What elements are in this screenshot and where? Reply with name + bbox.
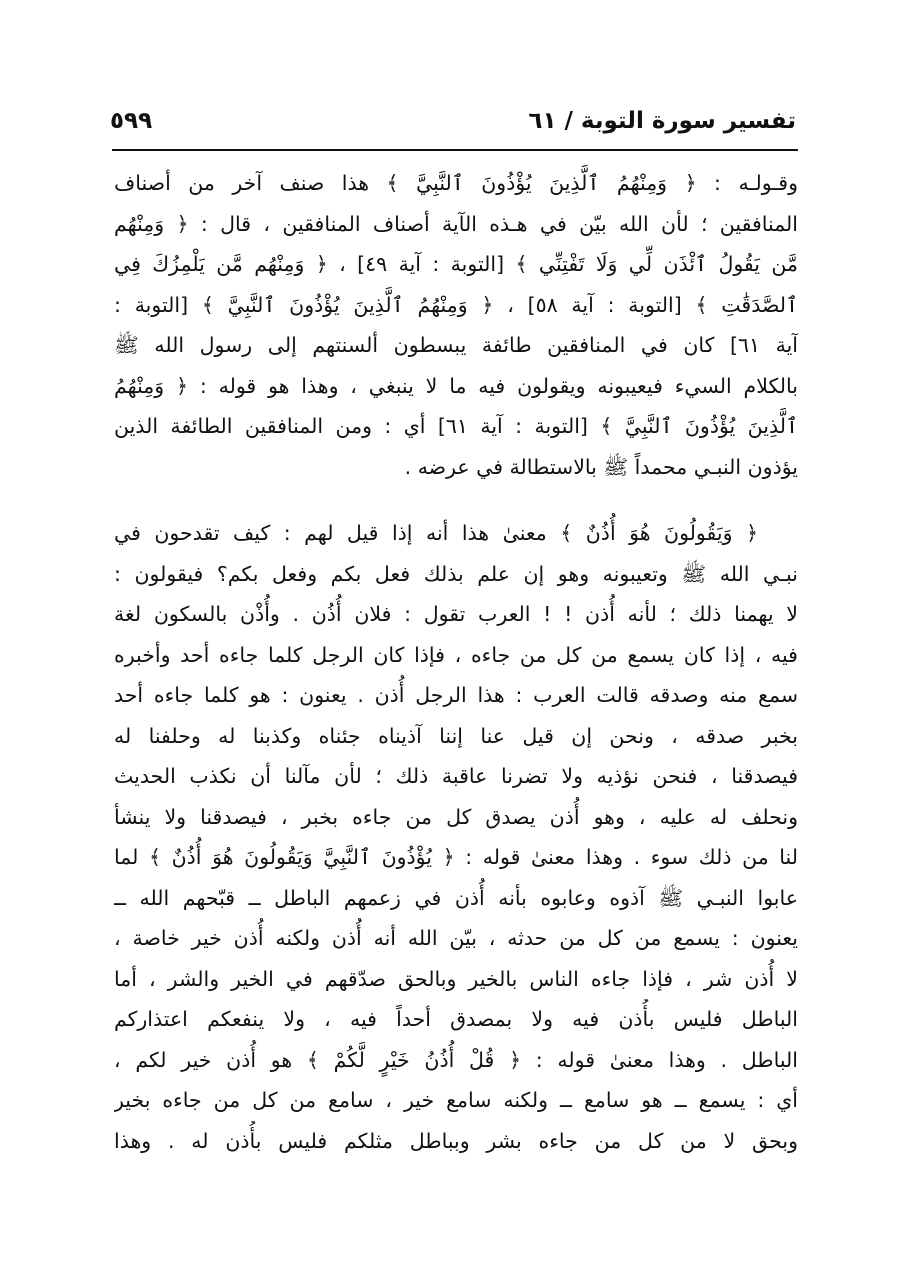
text-line: المنافقين ؛ لأن الله بيّن في هـذه الآية أصناف المنافقين ، قال : ﴿ وَمِنْهُم — [114, 211, 798, 236]
paragraph-2 — [114, 513, 798, 1161]
text-line: عابوا النبـي ﷺ آذوه وعابوه بأنه أُذن في زعمهم الباطل ــ قبّحهم الله ــ — [114, 885, 798, 910]
text-line: لا يهمنا ذلك ؛ لأنه أُذن ! ! العرب تقول : فلان أُذُن . وأُذْن بالسكون لغة — [114, 602, 798, 626]
text-line: نبـي الله ﷺ وتعيبونه وهو إن علم بذلك فعل بكم وفعل بكم؟ فيقولون : — [114, 561, 798, 586]
text-line: لا أُذن شر ، فإذا جاءه الناس بالخير وبالحق صدّقهم في الخير والشر ، أما — [114, 966, 798, 991]
text-line: لنا من ذلك سوء . وهذا معنىٰ قوله : ﴿ يُؤْذُونَ ٱلنَّبِيَّ وَيَقُولُونَ هُوَ أُذُنٌ ﴾ لما — [114, 845, 798, 869]
text-line: ﴿ وَيَقُولُونَ هُوَ أُذُنٌ ﴾ معنىٰ هذا أنه إذا قيل لهم : كيف تقدحون في — [114, 521, 758, 545]
text-line: سمع منه وصدقه قالت العرب : هذا الرجل أُذن . يعنون : هو كلما جاءه أحد — [114, 683, 798, 707]
text-line: أي : يسمع ــ هو سامع ــ ولكنه سامع خير ، سامع من كل من جاءه بخير — [114, 1088, 798, 1112]
text-line: بالكلام السيء فيعيبونه ويقولون فيه ما لا ينبغي ، وهذا هو قوله : ﴿ وَمِنْهُمُ — [114, 373, 798, 398]
text-line: يؤذون النبـي محمداً ﷺ بالاستطالة في عرضه . — [404, 454, 798, 479]
running-title: تفسير سورة التوبة / ٦١ — [528, 108, 796, 134]
text-line: وبحق لا من كل من جاءه بشر وبباطل مثلكم فليس بأُذن له . وهذا — [114, 1128, 798, 1153]
paragraph-1 — [114, 163, 798, 487]
page-header — [110, 104, 796, 144]
text-line: ونحلف له عليه ، وهو أُذن يصدق كل من جاءه بخبر ، فيصدقنا ولا ينشأ — [114, 804, 798, 829]
text-line: وقـولـه : ﴿ وَمِنْهُمُ ٱلَّذِينَ يُؤْذُونَ ٱلنَّبِيَّ ﴾ هذا صنف آخر من أصناف — [114, 171, 798, 195]
text-line: مَّن يَقُولُ ٱئْذَن لِّي وَلَا تَفْتِنِّي ﴾ [التوبة : آية ٤٩] ، ﴿ وَمِنْهُم مَّن يَلْمِزُكَ فِي — [114, 252, 798, 276]
text-line: فيصدقنا ، فنحن نؤذيه ولا تضرنا عاقبة ذلك ؛ لأن مآلنا أن نكذب الحديث — [114, 764, 798, 788]
text-line: فيه ، إذا كان يسمع من كل من جاءه ، فإذا كان الرجل كلما جاءه أحد وأخبره — [114, 642, 798, 667]
text-line: يعنون : يسمع من كل من حدثه ، بيّن الله أنه أُذن ولكنه أُذن خير خاصة ، — [114, 926, 798, 950]
text-line: الباطل فليس بأُذن فيه ولا بمصدق أحداً فيه ، ولا ينفعكم اعتذاركم — [114, 1007, 798, 1031]
text-line: بخبر صدقه ، ونحن إن قيل عنا إننا آذيناه جئناه وكذبنا له وحلفنا له — [114, 723, 798, 748]
text-line: الباطل . وهذا معنىٰ قوله : ﴿ قُلْ أُذُنُ خَيْرٍ لَّكُمْ ﴾ هو أُذن خير لكم ، — [114, 1047, 798, 1072]
page-number: ٥٩٩ — [110, 108, 153, 134]
header-divider — [112, 149, 798, 151]
text-line: آية ٦١] كان في المنافقين طائفة يبسطون ألسنتهم إلى رسول الله ﷺ — [114, 333, 798, 357]
text-line: ٱلصَّدَقَٰتِ ﴾ [التوبة : آية ٥٨] ، ﴿ وَمِنْهُمُ ٱلَّذِينَ يُؤْذُونَ ٱلنَّبِيَّ ﴾ [التوبة : — [114, 292, 798, 317]
text-line: ٱلَّذِينَ يُؤْذُونَ ٱلنَّبِيَّ ﴾ [التوبة : آية ٦١] أي : ومن المنافقين الطائفة الذين — [114, 414, 798, 438]
